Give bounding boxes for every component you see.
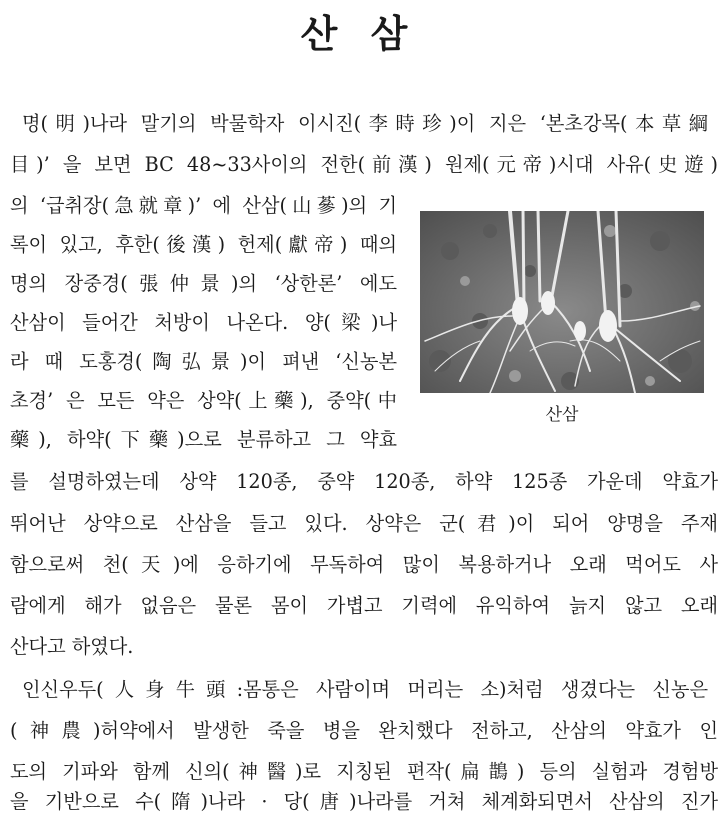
paragraph2-line-2: (神農)허약에서 발생한 죽을 병을 완치했다 전하고, 산삼의 약효가 인 (10, 719, 718, 742)
paragraph1-line-14: 산다고 하였다. (10, 635, 134, 658)
paragraph1-line-10: 를 설명하였는데 상약 120종, 중약 120종, 하약 125종 가운데 약효가 (10, 470, 718, 493)
paragraph1-line-7: 라 때 도홍경(陶弘景)이 펴낸 ‘신농본 (10, 350, 397, 373)
paragraph2-line-4: 을 기반으로 수(隋)나라 · 당(唐)나라를 거쳐 체계화되면서 산삼의 진가 (10, 790, 718, 813)
paragraph1-line-2: 目)’ 을 보면 BC 48~33사이의 전한(前漢) 원제(元帝)시대 사유(史遊) (10, 153, 718, 176)
paragraph1-line-13: 람에게 해가 없음은 물론 몸이 가볍고 기력에 유익하여 늙지 않고 오래 (10, 594, 718, 617)
page-title: 산 삼 (300, 11, 418, 56)
paragraph1-line-3: 의 ‘급취장(急就章)’ 에 산삼(山蔘)의 기 (10, 194, 397, 217)
paragraph1-line-4: 록이 있고, 후한(後漢) 헌제(獻帝) 때의 (10, 233, 397, 256)
paragraph1-line-12: 함으로써 천(天)에 응하기에 무독하여 많이 복용하거나 오래 먹어도 사 (10, 553, 718, 576)
paragraph1-line-9: 藥), 하약(下藥)으로 분류하고 그 약효 (10, 428, 397, 451)
paragraph2-line-3: 도의 기파와 함께 신의(神醫)로 지칭된 편작(扁鵲) 등의 실험과 경험방 (10, 760, 718, 783)
paragraph1-line-6: 산삼이 들어간 처방이 나온다. 양(梁)나 (10, 311, 397, 334)
paragraph1-line-5: 명의 장중경(張仲景)의 ‘상한론’ 에도 (10, 272, 397, 295)
paragraph1-line-1: 명(明)나라 말기의 박물학자 이시진(李時珍)이 지은 ‘본초강목(本草綱 (22, 112, 708, 135)
paragraph2-line-1: 인신우두(人身牛頭:몸통은 사람이며 머리는 소)처럼 생겼다는 신농은 (22, 678, 708, 701)
figure-caption: 산삼 (545, 405, 579, 425)
paragraph1-line-11: 뛰어난 상약으로 산삼을 들고 있다. 상약은 군(君)이 되어 양명을 주재 (10, 512, 718, 535)
paragraph1-line-8: 초경’ 은 모든 약은 상약(上藥), 중약(中 (10, 389, 397, 412)
ginseng-roots-photo-icon (420, 211, 704, 393)
